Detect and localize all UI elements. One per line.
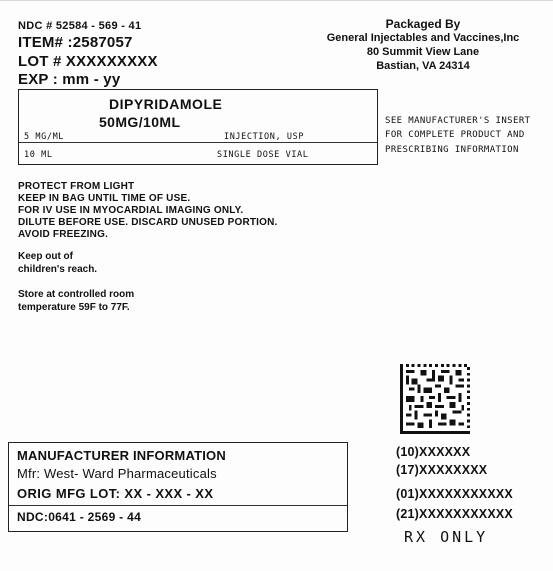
datamatrix-barcode-icon	[400, 364, 470, 434]
packager-city: Bastian, VA 24314	[376, 59, 470, 72]
warnings	[18, 181, 278, 241]
warning-line: DILUTE BEFORE USE. DISCARD UNUSED PORTION.	[18, 217, 278, 228]
warning-line: AVOID FREEZING.	[18, 229, 109, 240]
gs1-line-10: (10)XXXXXX	[396, 445, 471, 459]
insert-note-line: FOR COMPLETE PRODUCT AND	[385, 130, 525, 141]
drug-box-divider	[19, 142, 377, 143]
ndc-number: NDC # 52584 - 569 - 41	[18, 20, 142, 32]
gs1-line-17: (17)XXXXXXXX	[396, 463, 488, 477]
storage-line: temperature 59F to 77F.	[18, 301, 130, 313]
manufacturer-ndc: NDC:0641 - 2569 - 44	[17, 510, 142, 524]
storage-line: Store at controlled room	[18, 289, 135, 300]
manufacturer-header: MANUFACTURER INFORMATION	[17, 448, 226, 463]
item-number: ITEM# :2587057	[18, 33, 133, 51]
drug-container: SINGLE DOSE VIAL	[217, 150, 309, 160]
warning-line: KEEP IN BAG UNTIL TIME OF USE.	[18, 193, 191, 204]
drug-volume: 10 ML	[24, 150, 53, 160]
drug-box	[18, 89, 378, 165]
expiration-date: EXP : mm - yy	[18, 71, 121, 89]
keep-out-line: children's reach.	[18, 263, 98, 275]
original-lot: ORIG MFG LOT: XX - XXX - XX	[17, 486, 214, 501]
packager-street: 80 Summit View Lane	[366, 45, 480, 58]
keep-out-line: Keep out of	[18, 251, 73, 262]
insert-note-line: SEE MANUFACTURER'S INSERT	[385, 116, 531, 126]
rx-only: RX ONLY	[404, 528, 489, 546]
insert-note	[385, 114, 530, 157]
manufacturer-box	[8, 442, 348, 532]
warning-line: FOR IV USE IN MYOCARDIAL IMAGING ONLY.	[18, 205, 244, 216]
product-identifiers	[18, 20, 158, 90]
drug-concentration: 5 MG/ML	[24, 132, 65, 142]
drug-form: INJECTION, USP	[224, 132, 305, 142]
manufacturer-divider	[9, 505, 347, 506]
lot-number: LOT # XXXXXXXXX	[18, 52, 158, 70]
packager-header: Packaged By	[385, 17, 461, 31]
storage-note	[18, 289, 134, 314]
insert-note-line: PRESCRIBING INFORMATION	[385, 144, 519, 155]
manufacturer-name: Mfr: West- Ward Pharmaceuticals	[17, 466, 217, 481]
drug-name: DIPYRIDAMOLE	[109, 96, 223, 112]
keep-out-note	[18, 251, 97, 276]
drug-strength: 50MG/10ML	[99, 114, 181, 130]
warning-line: PROTECT FROM LIGHT	[18, 181, 135, 192]
packager-name: General Injectables and Vaccines,Inc	[326, 32, 520, 44]
gs1-line-01: (01)XXXXXXXXXXX	[396, 487, 513, 501]
gs1-line-21: (21)XXXXXXXXXXX	[396, 507, 513, 521]
packager-info	[318, 17, 528, 73]
